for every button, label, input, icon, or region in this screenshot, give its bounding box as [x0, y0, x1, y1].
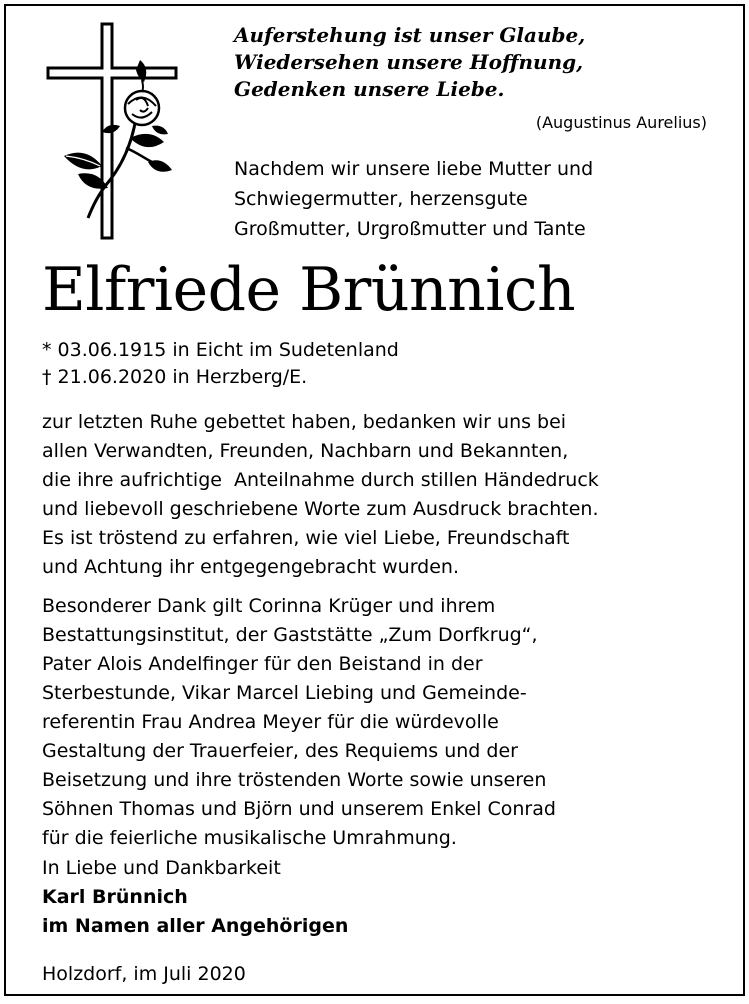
special-thanks-paragraph — [42, 592, 556, 853]
signer-name: Karl Brünnich — [42, 886, 188, 908]
paragraph-line: Gestaltung der Trauerfeier, des Requiems und der — [42, 740, 518, 762]
deceased-name: Elfriede Brünnich — [42, 255, 576, 325]
death-date: † 21.06.2020 in Herzberg/E. — [42, 366, 308, 388]
paragraph-line: Söhnen Thomas und Björn und unserem Enkel Conrad — [42, 798, 556, 820]
paragraph-line: Besonderer Dank gilt Corinna Krüger und ihrem — [42, 595, 496, 617]
closing — [42, 854, 348, 941]
paragraph-line: Beisetzung und ihre tröstenden Worte sowie unseren — [42, 769, 547, 791]
paragraph-line: zur letzten Ruhe gebettet haben, bedanken wir uns bei — [42, 411, 567, 433]
paragraph-line: Pater Alois Andelfinger für den Beistand in der — [42, 653, 483, 675]
paragraph-line: Bestattungsinstitut, der Gaststätte „Zum Dorfkrug“, — [42, 624, 538, 646]
obituary-card — [4, 4, 745, 996]
paragraph-line: Sterbestunde, Vikar Marcel Liebing und Gemeinde- — [42, 682, 527, 704]
cross-with-rose-icon — [44, 22, 180, 240]
on-behalf-line: im Namen aller Angehörigen — [42, 915, 349, 937]
birth-date: * 03.06.1915 in Eicht im Sudetenland — [42, 339, 399, 361]
paragraph-line: für die feierliche musikalische Umrahmung. — [42, 827, 457, 849]
intro-line: Nachdem wir unsere liebe Mutter und — [234, 158, 594, 180]
quote-author: (Augustinus Aurelius) — [535, 113, 707, 132]
paragraph-line: die ihre aufrichtige Anteilnahme durch stillen Händedruck — [42, 469, 599, 491]
intro-line: Großmutter, Urgroßmutter und Tante — [234, 218, 586, 240]
place-date: Holzdorf, im Juli 2020 — [42, 963, 246, 985]
paragraph-line: und liebevoll geschriebene Worte zum Ausdruck brachten. — [42, 498, 599, 520]
intro-text — [234, 154, 593, 244]
intro-line: Schwiegermutter, herzensgute — [234, 188, 528, 210]
paragraph-line: und Achtung ihr entgegengebracht wurden. — [42, 556, 459, 578]
quote-line: Gedenken unsere Liebe. — [234, 77, 505, 101]
paragraph-line: allen Verwandten, Freunden, Nachbarn und Bekannten, — [42, 440, 569, 462]
closing-greeting: In Liebe und Dankbarkeit — [42, 857, 281, 879]
quote-line: Wiedersehen unsere Hoffnung, — [234, 50, 584, 74]
quote — [234, 22, 585, 103]
paragraph-line: referentin Frau Andrea Meyer für die würdevolle — [42, 711, 499, 733]
paragraph-line: Es ist tröstend zu erfahren, wie viel Liebe, Freundschaft — [42, 527, 570, 549]
thanks-paragraph — [42, 408, 599, 582]
life-dates — [42, 337, 399, 391]
quote-line: Auferstehung ist unser Glaube, — [234, 23, 586, 47]
